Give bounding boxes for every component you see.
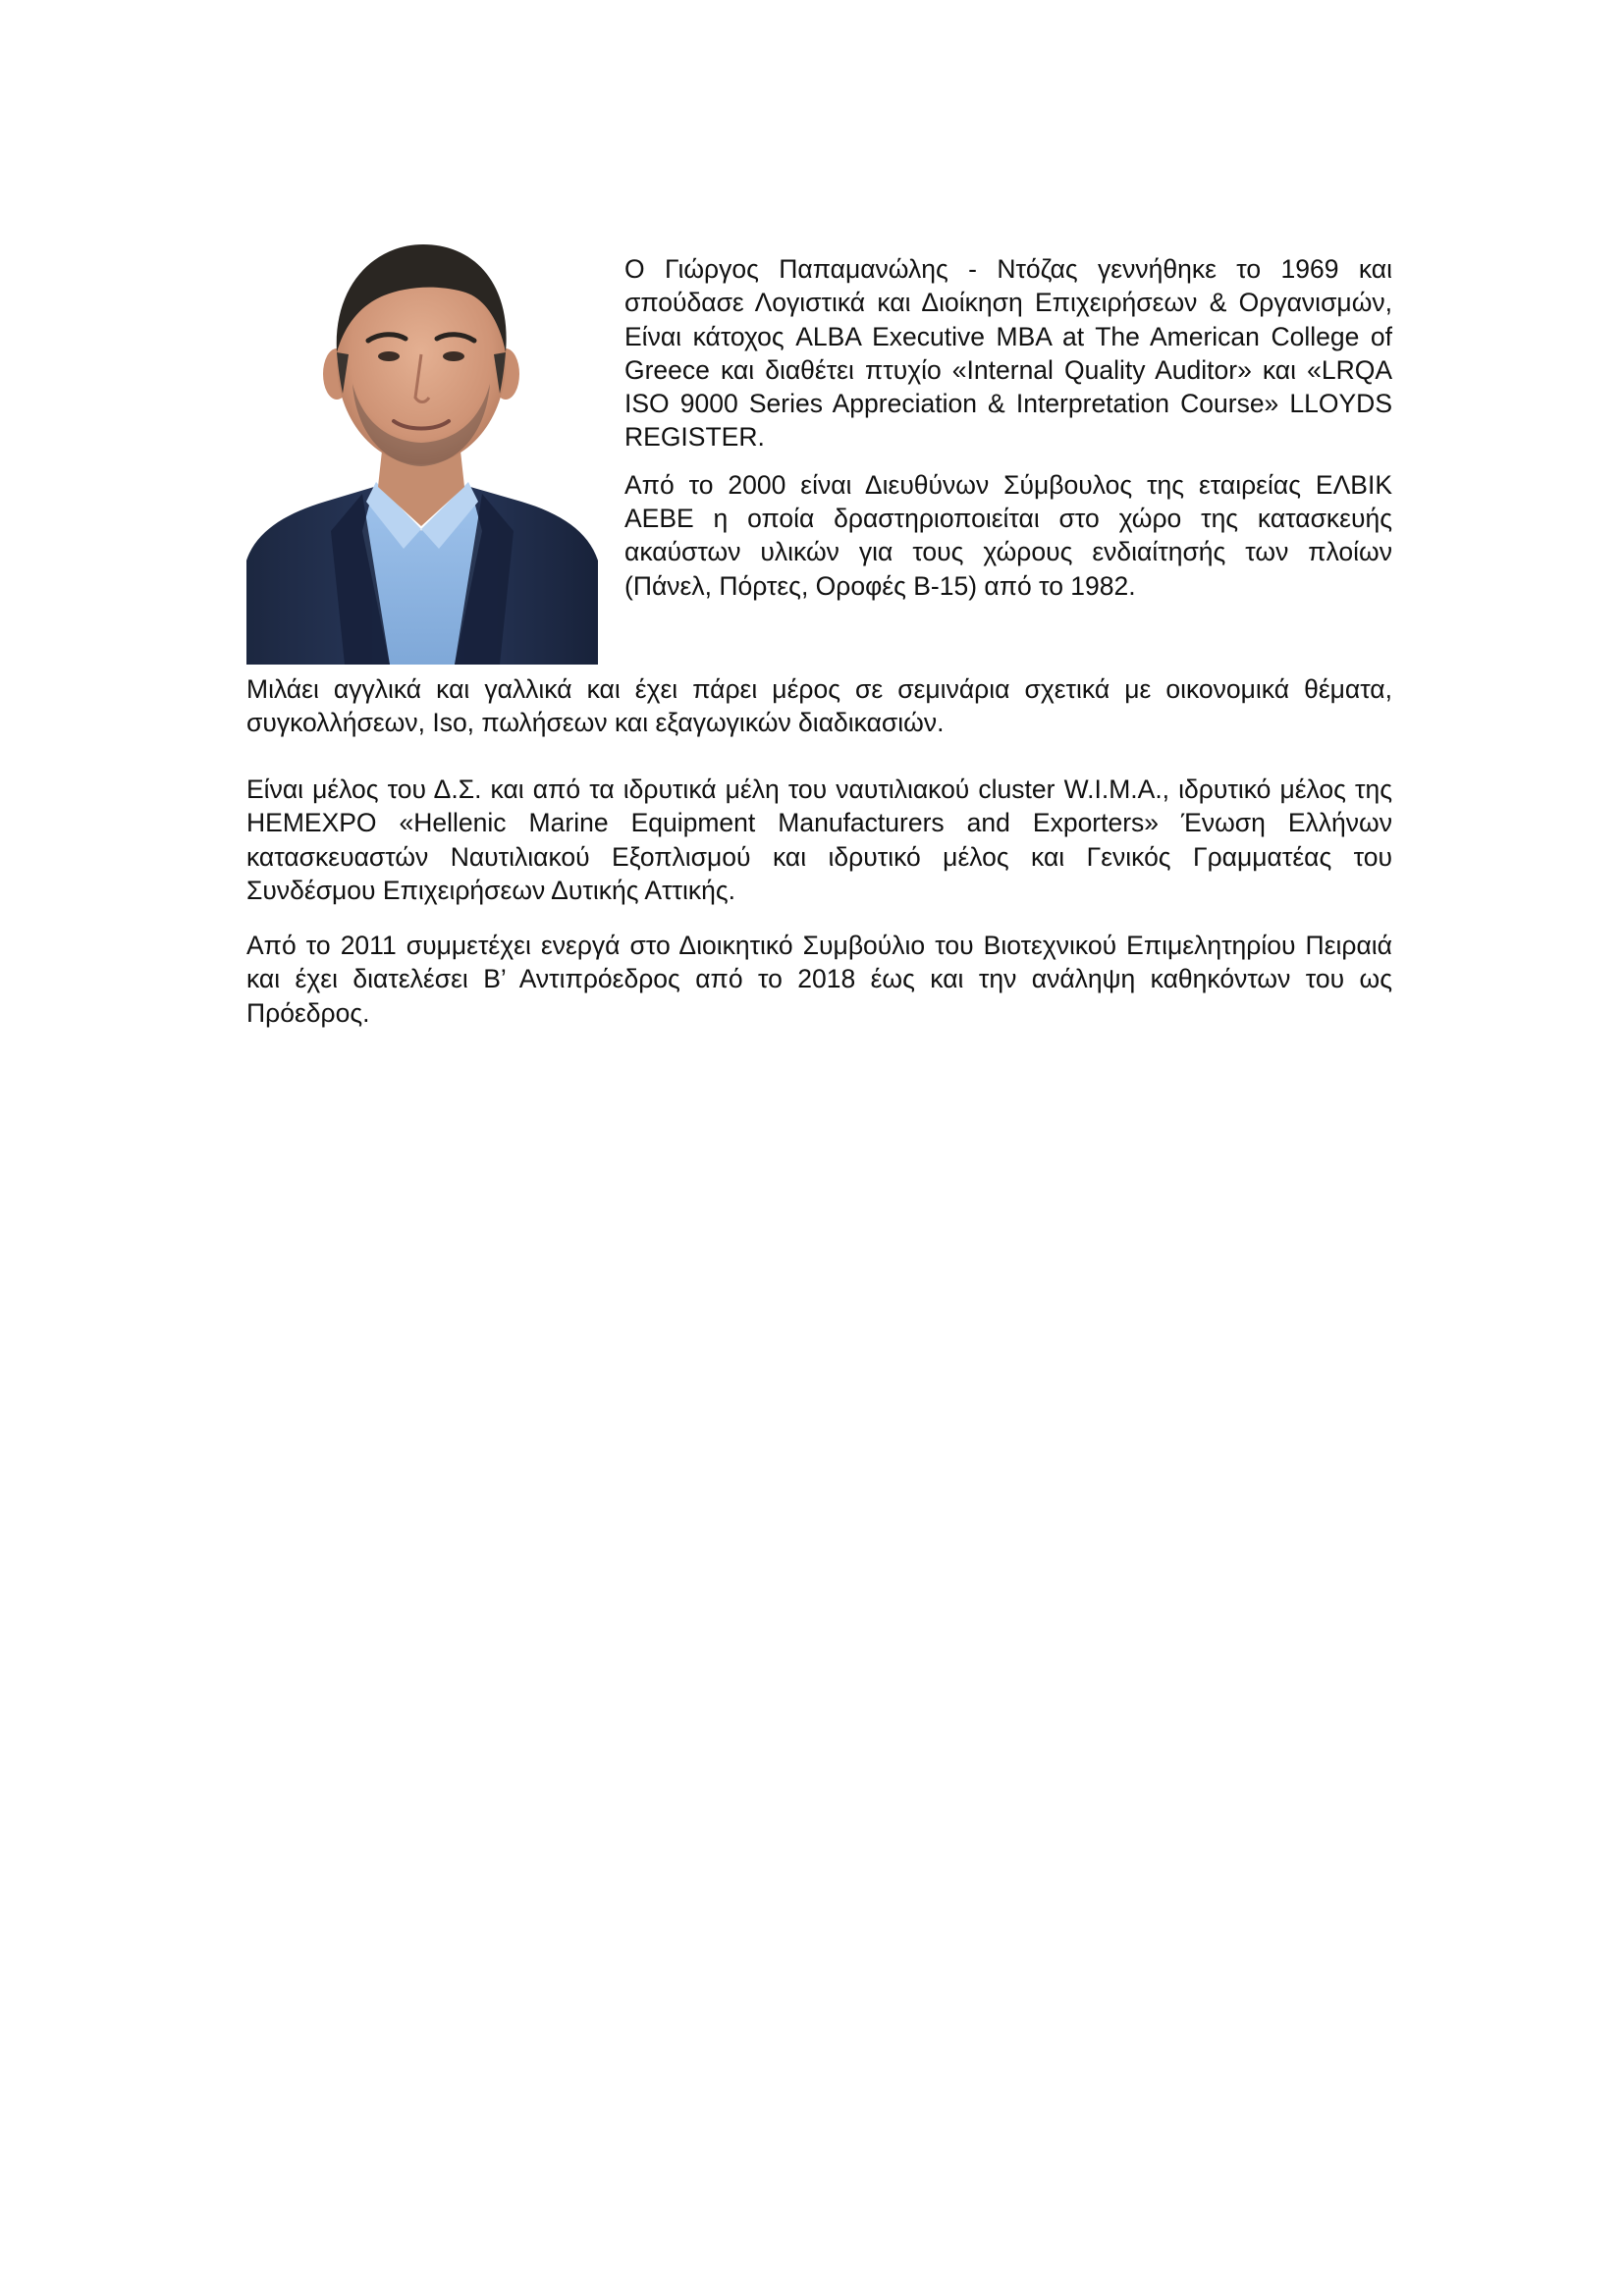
intro-column [624, 252, 1392, 616]
paragraph-education: Ο Γιώργος Παπαμανώλης - Ντόζας γεννήθηκε το 1969 και σπούδασε Λογιστικά και Διοίκηση Επιχειρήσεων & Οργανισμών, Είναι κάτοχος ALBA Executive MBA at The American College of Greece και διαθέτει πτυχίο «Internal Quality Auditor» και «LRQA ISO 9000 Series Appreciation & Interpretation Course» LLOYDS REGISTER. [624, 254, 1392, 453]
portrait-photo [246, 237, 598, 665]
paragraph-chamber: Από το 2011 συμμετέχει ενεργά στο Διοικητικό Συμβούλιο του Βιοτεχνικού Επιμελητηρίου Πειραιά και έχει διατελέσει Β’ Αντιπρόεδρος από το 2018 έως και την ανάληψη καθηκόντων του ως Πρόεδρος. [246, 931, 1392, 1028]
person-photo-icon [246, 237, 598, 665]
paragraph-career: Από το 2000 είναι Διευθύνων Σύμβουλος της εταιρείας ΕΛΒΙΚ ΑΕΒΕ η οποία δραστηριοποιείται στο χώρο της κατασκευής ακαύστων υλικών για τους χώρους ενδιαίτησής των πλοίων (Πάνελ, Πόρτες, Οροφές Β-15) από το 1982. [624, 469, 1392, 601]
paragraph-memberships: Είναι μέλος του Δ.Σ. και από τα ιδρυτικά μέλη του ναυτιλιακού cluster W.I.M.A., ιδρυτικό μέλος της HEMEXPO «Hellenic Marine Equipment Manufacturers and Exporters» Ένωση Ελλήνων κατασκευαστών Ναυτιλιακού Εξοπλισμού και ιδρυτικό μέλος και Γενικός Γραμματέας του Συνδέσμου Επιχειρήσεων Δυτικής Αττικής. [246, 774, 1392, 905]
paragraph-languages: Μιλάει αγγλικά και γαλλικά και έχει πάρει μέρος σε σεμινάρια σχετικά με οικονομικά θέματα, συγκολλήσεων, Iso, πωλήσεων και εξαγωγικών διαδικασιών. [246, 674, 1392, 738]
